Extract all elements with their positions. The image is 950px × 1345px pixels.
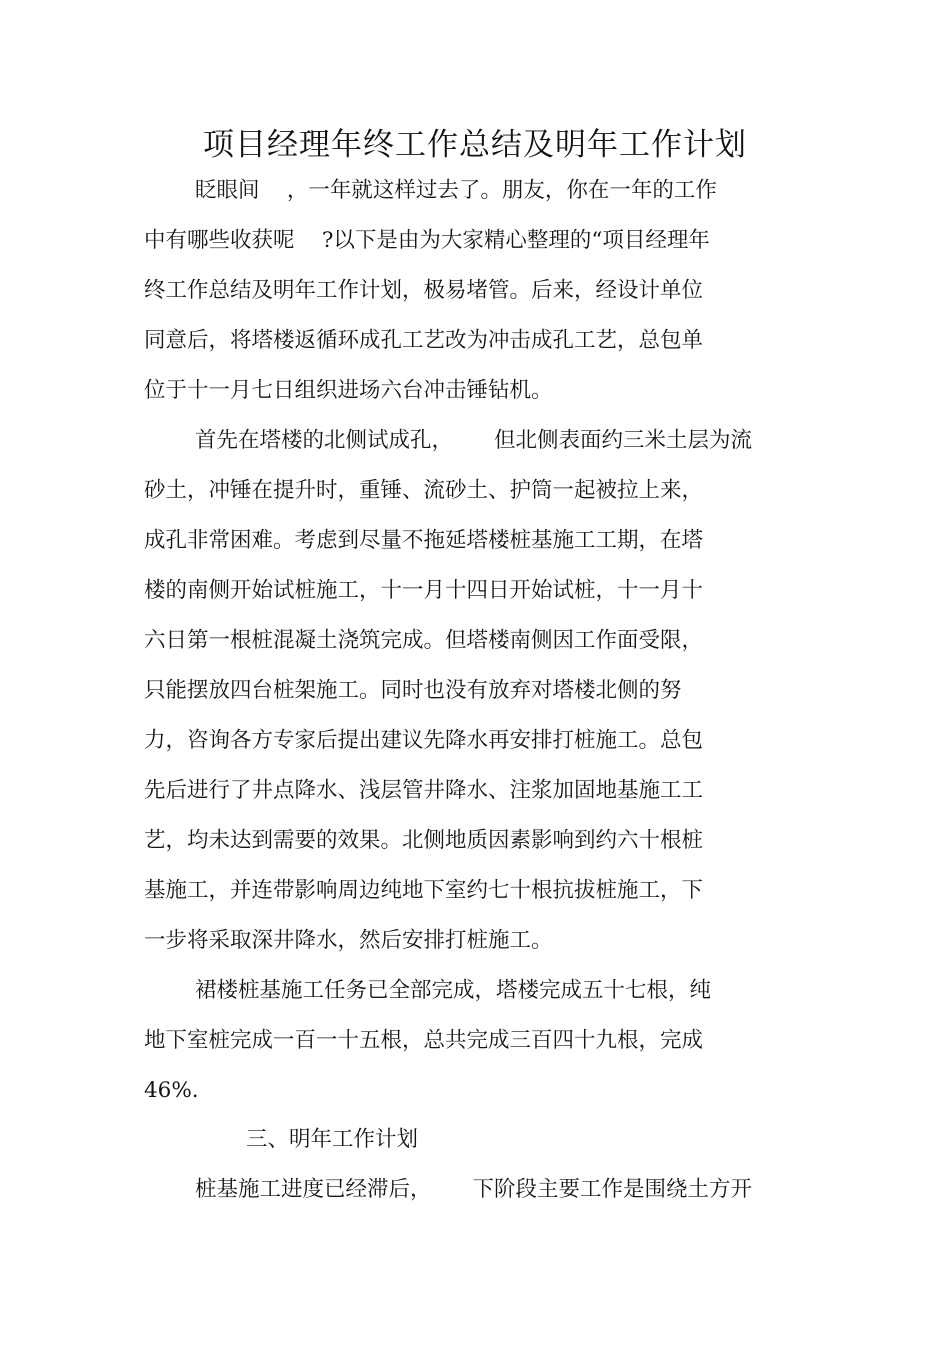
paragraph-line: 首先在塔楼的北侧试成孔， 但北侧表面约三米土层为流: [195, 428, 753, 453]
paragraph-line: 六日第一根桩混凝土浇筑完成。但塔楼南侧因工作面受限，: [144, 628, 704, 653]
paragraph-line: 终工作总结及明年工作计划，极易堵管。后来，经设计单位: [144, 278, 704, 303]
paragraph-line: 楼的南侧开始试桩施工，十一月十四日开始试桩，十一月十: [144, 578, 704, 603]
paragraph-line: 中有哪些收获呢 ?以下是由为大家精心整理的“项目经理年: [144, 228, 710, 253]
paragraph-line: 力，咨询各方专家后提出建议先降水再安排打桩施工。总包: [144, 728, 704, 753]
paragraph-line: 位于十一月七日组织进场六台冲击锤钻机。: [144, 378, 553, 403]
paragraph-line: 裙楼桩基施工任务已全部完成，塔楼完成五十七根，纯: [195, 978, 712, 1003]
paragraph-line: 基施工，并连带影响周边纯地下室约七十根抗拔桩施工，下: [144, 878, 704, 903]
paragraph-line: 艺，均未达到需要的效果。北侧地质因素影响到约六十根桩: [144, 828, 704, 853]
document-title: 项目经理年终工作总结及明年工作计划: [203, 127, 747, 163]
paragraph-line: 只能摆放四台桩架施工。同时也没有放弃对塔楼北侧的努: [144, 678, 682, 703]
paragraph-line: 眨眼间 ，一年就这样过去了。朋友，你在一年的工作: [195, 178, 717, 203]
paragraph-line: 成孔非常困难。考虑到尽量不拖延塔楼桩基施工工期，在塔: [144, 528, 704, 553]
paragraph-line: 地下室桩完成一百一十五根，总共完成三百四十九根，完成: [144, 1028, 704, 1053]
paragraph-line: 桩基施工进度已经滞后， 下阶段主要工作是围绕土方开: [195, 1177, 753, 1202]
paragraph-line: 砂土，冲锤在提升时，重锤、流砂土、护筒一起被拉上来，: [144, 478, 704, 503]
paragraph-line: 同意后，将塔楼返循环成孔工艺改为冲击成孔工艺，总包单: [144, 328, 704, 353]
paragraph-line: 一步将采取深井降水，然后安排打桩施工。: [144, 928, 553, 953]
section-heading: 三、明年工作计划: [246, 1127, 419, 1152]
paragraph-line: 46%.: [144, 1078, 199, 1103]
paragraph-line: 先后进行了井点降水、浅层管井降水、注浆加固地基施工工: [144, 778, 704, 803]
